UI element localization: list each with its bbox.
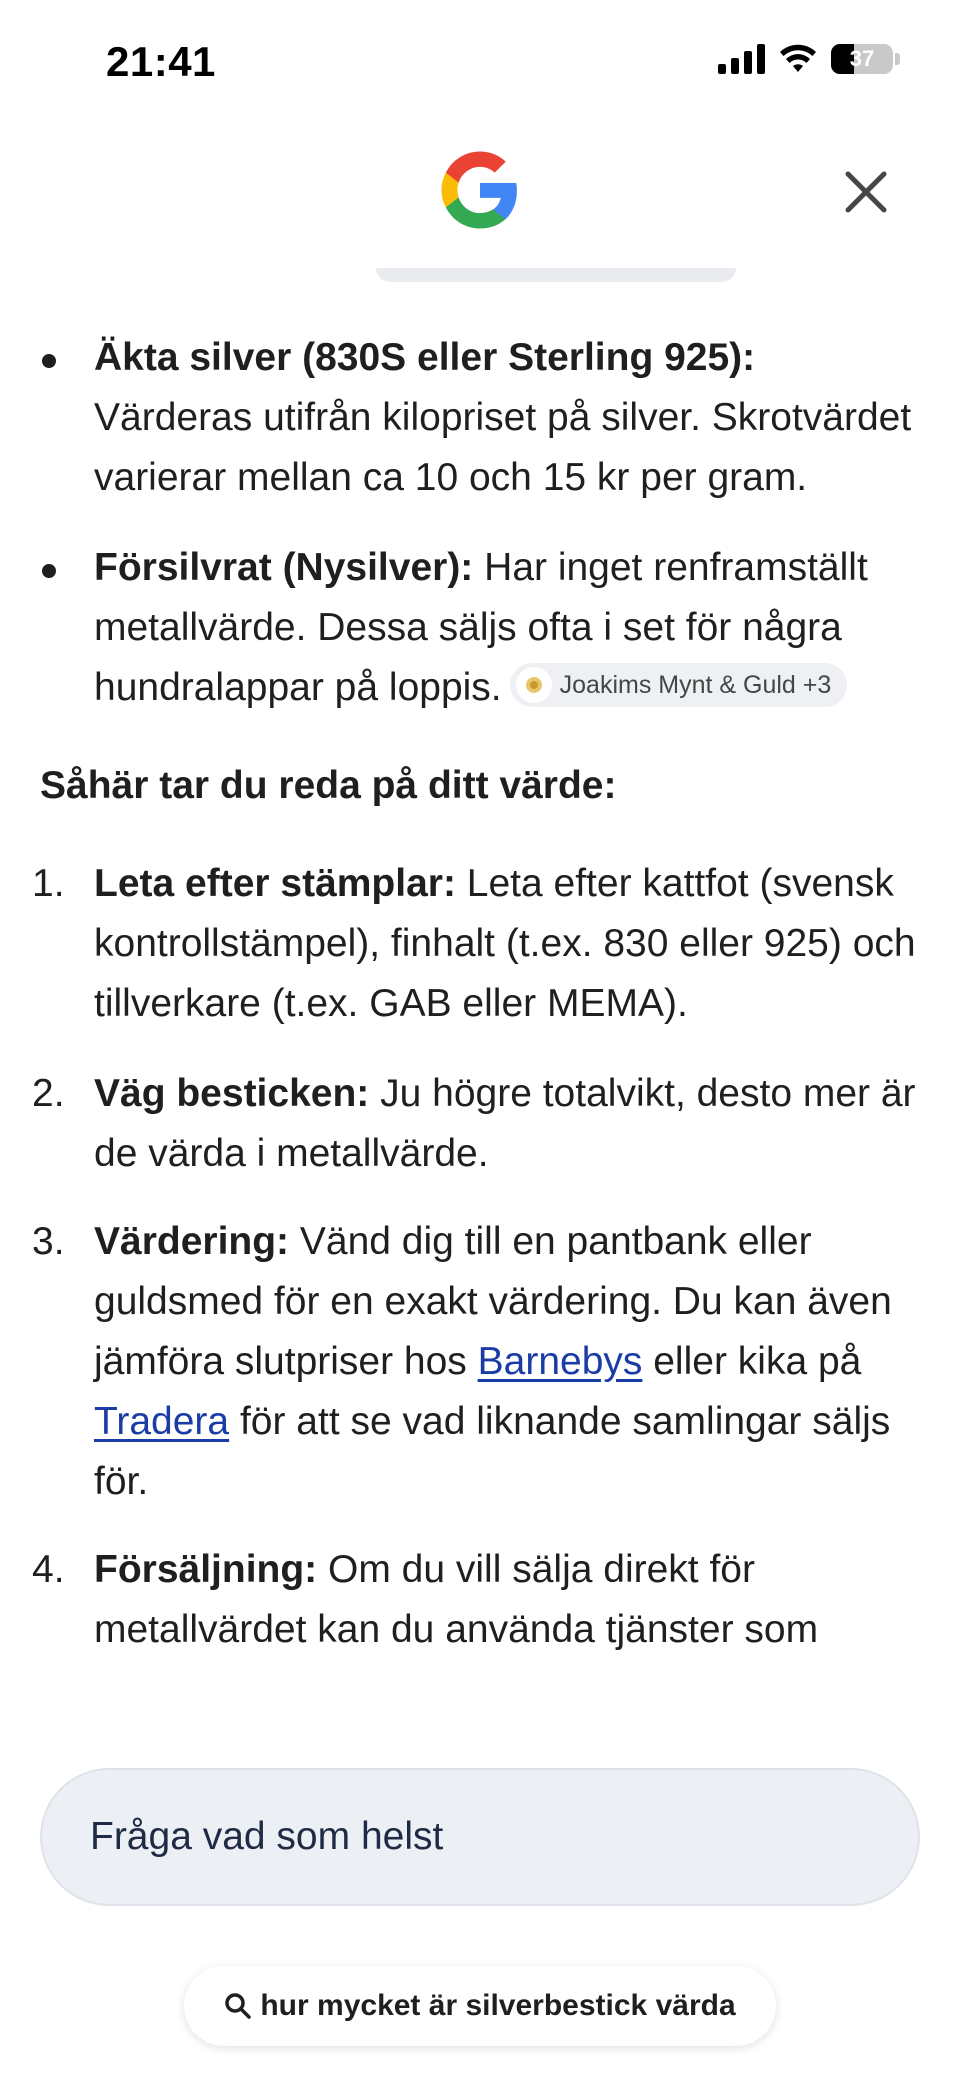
bullet-dot — [42, 564, 56, 578]
wifi-icon — [779, 44, 817, 74]
header-divider — [376, 268, 736, 282]
close-button[interactable] — [836, 162, 896, 222]
step-text: Om du vill sälja direkt för metallvärdet kan du använda tjänster som — [94, 1548, 819, 1651]
bullet-title: Äkta silver (830S eller Sterling 925): — [94, 336, 756, 379]
step-number: 3. — [32, 1220, 65, 1263]
suggestion-text: hur mycket är silverbestick värda — [260, 1989, 736, 2022]
source-chip-label: Joakims Mynt & Guld +3 — [559, 671, 832, 699]
step-item-4 — [0, 1540, 960, 1660]
bullet-item-akta-silver — [0, 328, 960, 508]
section-heading: Såhär tar du reda på ditt värde: — [40, 764, 617, 807]
bullet-text: Värderas utifrån kilopriset på silver. Skrotvärdet varierar mellan ca 10 och 15 kr per gram. — [94, 396, 912, 499]
bullet-title: Försilvrat (Nysilver): — [94, 546, 474, 589]
close-icon — [844, 170, 888, 214]
battery-percent: 37 — [849, 46, 875, 71]
search-icon — [224, 1992, 252, 2020]
step-number: 4. — [32, 1548, 65, 1591]
step-text: Ju högre totalvikt, desto mer är de värda i metallvärde. — [94, 1072, 916, 1175]
ask-input-placeholder: Fråga vad som helst — [90, 1815, 444, 1858]
ask-input[interactable] — [40, 1768, 920, 1906]
barnebys-link[interactable]: Barnebys — [477, 1340, 643, 1383]
step-text: Leta efter kattfot (svensk kontrollstämpel), finhalt (t.ex. 830 eller 925) och tillverkare (t.ex. GAB eller MEMA). — [94, 862, 916, 1025]
bullet-item-forsilvrat — [0, 538, 960, 718]
step-text: eller kika på — [642, 1340, 862, 1383]
source-favicon-icon — [516, 667, 552, 703]
step-item-1 — [0, 854, 960, 1034]
search-suggestion-chip[interactable] — [184, 1966, 776, 2046]
step-title: Leta efter stämplar: — [94, 862, 456, 905]
answer-content — [0, 300, 960, 1736]
step-title: Försäljning: — [94, 1548, 318, 1591]
source-chip[interactable] — [510, 663, 848, 707]
step-item-3 — [0, 1212, 960, 1512]
google-g-logo — [438, 148, 522, 232]
step-number: 1. — [32, 862, 65, 905]
tradera-link[interactable]: Tradera — [94, 1400, 230, 1443]
bullet-text: Har inget renframställt metallvärde. Dessa säljs ofta i set för några hundralappar på loppis. — [94, 546, 868, 709]
step-text: för att se vad liknande samlingar säljs för. — [94, 1400, 891, 1503]
step-text: Vänd dig till en pantbank eller guldsmed för en exakt värdering. Du kan även jämföra slutpriser hos — [94, 1220, 892, 1383]
cellular-signal-icon — [718, 44, 765, 74]
step-title: Värdering: — [94, 1220, 290, 1263]
step-number: 2. — [32, 1072, 65, 1115]
battery-icon — [831, 44, 893, 74]
step-item-2 — [0, 1064, 960, 1184]
status-icons — [718, 44, 900, 74]
step-title: Väg besticken: — [94, 1072, 370, 1115]
status-time: 21:41 — [106, 38, 216, 85]
bullet-dot — [42, 354, 56, 368]
status-bar — [0, 0, 960, 120]
header — [0, 120, 960, 280]
